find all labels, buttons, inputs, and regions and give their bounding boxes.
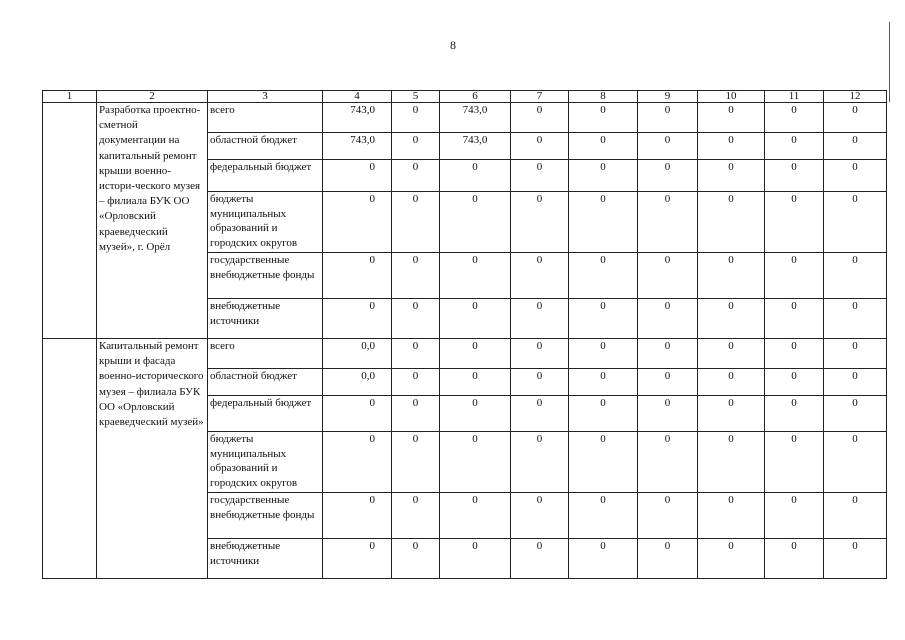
value-cell: 0 [765,133,824,160]
funding-source-cell: бюджеты муниципальных образований и городских округов [208,192,323,253]
value-cell: 0 [569,299,638,339]
table-body [43,91,887,579]
value-cell: 0 [392,539,440,579]
table-row [43,103,887,133]
value-cell: 0 [392,339,440,369]
value-cell: 0 [765,192,824,253]
value-cell: 0 [824,396,887,432]
value-cell: 0 [323,539,392,579]
value-cell: 0 [824,432,887,493]
value-cell: 0 [824,299,887,339]
value-cell: 0 [569,339,638,369]
funding-source-cell: государственные внебюджетные фонды [208,253,323,299]
value-cell: 0,0 [323,369,392,396]
budget-table [42,90,887,579]
value-cell: 0 [824,369,887,396]
value-cell: 0 [765,539,824,579]
value-cell: 0 [511,396,569,432]
value-cell: 0 [638,103,698,133]
value-cell: 0 [440,253,511,299]
value-cell: 0 [569,369,638,396]
value-cell: 0 [511,253,569,299]
value-cell: 0 [569,396,638,432]
value-cell: 0 [392,369,440,396]
value-cell: 0 [698,339,765,369]
value-cell: 0 [511,103,569,133]
value-cell: 0 [440,493,511,539]
header-cell: 4 [323,91,392,103]
value-cell: 743,0 [323,103,392,133]
table-row [43,339,887,369]
value-cell: 0 [638,253,698,299]
value-cell: 0 [392,432,440,493]
value-cell: 0 [323,432,392,493]
value-cell: 0 [698,539,765,579]
value-cell: 0 [511,299,569,339]
value-cell: 0 [765,369,824,396]
value-cell: 0 [392,396,440,432]
value-cell: 0 [392,299,440,339]
header-cell: 3 [208,91,323,103]
value-cell: 0 [638,493,698,539]
value-cell: 0 [440,339,511,369]
value-cell: 0 [569,160,638,192]
value-cell: 0 [569,133,638,160]
funding-source-cell: федеральный бюджет [208,396,323,432]
value-cell: 0 [824,493,887,539]
value-cell: 0 [511,160,569,192]
page-number: 8 [450,38,456,52]
value-cell: 0 [392,192,440,253]
funding-source-cell: областной бюджет [208,369,323,396]
value-cell: 743,0 [440,133,511,160]
value-cell: 0 [638,339,698,369]
header-cell: 8 [569,91,638,103]
header-cell: 5 [392,91,440,103]
value-cell: 0 [323,253,392,299]
value-cell: 0 [824,133,887,160]
value-cell: 0 [698,299,765,339]
value-cell: 0 [569,103,638,133]
value-cell: 0 [569,253,638,299]
value-cell: 0 [765,103,824,133]
value-cell: 0 [323,160,392,192]
value-cell: 0 [569,493,638,539]
activity-name-cell: Капитальный ремонт крыши и фасада военно-исторического музея – филиала БУК ОО «Орловский краеведческий музей» [97,339,208,579]
value-cell: 0 [392,253,440,299]
value-cell: 0 [824,192,887,253]
header-cell: 10 [698,91,765,103]
row-number-cell [43,103,97,339]
value-cell: 0 [440,539,511,579]
value-cell: 0 [824,253,887,299]
value-cell: 0 [638,160,698,192]
value-cell: 0 [511,133,569,160]
value-cell: 0 [638,396,698,432]
value-cell: 0,0 [323,339,392,369]
funding-source-cell: внебюджетные источники [208,299,323,339]
value-cell: 743,0 [440,103,511,133]
header-cell: 6 [440,91,511,103]
funding-source-cell: бюджеты муниципальных образований и городских округов [208,432,323,493]
value-cell: 0 [638,192,698,253]
value-cell: 0 [824,539,887,579]
page-edge-line [889,22,890,102]
row-number-cell [43,339,97,579]
funding-source-cell: всего [208,103,323,133]
value-cell: 0 [440,396,511,432]
value-cell: 0 [440,160,511,192]
value-cell: 0 [638,133,698,160]
value-cell: 0 [824,160,887,192]
value-cell: 0 [698,369,765,396]
value-cell: 0 [323,396,392,432]
value-cell: 0 [698,133,765,160]
value-cell: 0 [569,192,638,253]
header-cell: 2 [97,91,208,103]
header-cell: 12 [824,91,887,103]
value-cell: 0 [765,396,824,432]
value-cell: 0 [698,432,765,493]
value-cell: 0 [569,539,638,579]
value-cell: 0 [638,299,698,339]
value-cell: 0 [511,369,569,396]
value-cell: 0 [765,493,824,539]
activity-name-cell: Разработка проектно-сметной документации на капитальный ремонт крыши военно-истори-ческого музея – филиала БУК ОО «Орловский краеведческий музей», г. Орёл [97,103,208,339]
value-cell: 0 [440,299,511,339]
funding-source-cell: всего [208,339,323,369]
funding-source-cell: внебюджетные источники [208,539,323,579]
value-cell: 0 [638,432,698,493]
value-cell: 0 [824,339,887,369]
value-cell: 0 [440,432,511,493]
value-cell: 0 [323,493,392,539]
header-cell: 9 [638,91,698,103]
funding-source-cell: государственные внебюджетные фонды [208,493,323,539]
value-cell: 0 [698,160,765,192]
value-cell: 743,0 [323,133,392,160]
header-row [43,91,887,103]
value-cell: 0 [511,339,569,369]
value-cell: 0 [765,299,824,339]
value-cell: 0 [765,432,824,493]
value-cell: 0 [392,160,440,192]
value-cell: 0 [511,539,569,579]
value-cell: 0 [698,192,765,253]
value-cell: 0 [569,432,638,493]
funding-source-cell: федеральный бюджет [208,160,323,192]
value-cell: 0 [511,432,569,493]
value-cell: 0 [698,493,765,539]
value-cell: 0 [698,396,765,432]
value-cell: 0 [392,133,440,160]
value-cell: 0 [698,253,765,299]
header-cell: 7 [511,91,569,103]
value-cell: 0 [824,103,887,133]
value-cell: 0 [765,253,824,299]
value-cell: 0 [511,192,569,253]
value-cell: 0 [698,103,765,133]
value-cell: 0 [638,369,698,396]
value-cell: 0 [392,103,440,133]
value-cell: 0 [323,192,392,253]
funding-source-cell: областной бюджет [208,133,323,160]
header-cell: 11 [765,91,824,103]
value-cell: 0 [638,539,698,579]
value-cell: 0 [765,160,824,192]
value-cell: 0 [440,369,511,396]
value-cell: 0 [323,299,392,339]
value-cell: 0 [440,192,511,253]
value-cell: 0 [511,493,569,539]
value-cell: 0 [392,493,440,539]
value-cell: 0 [765,339,824,369]
header-cell: 1 [43,91,97,103]
